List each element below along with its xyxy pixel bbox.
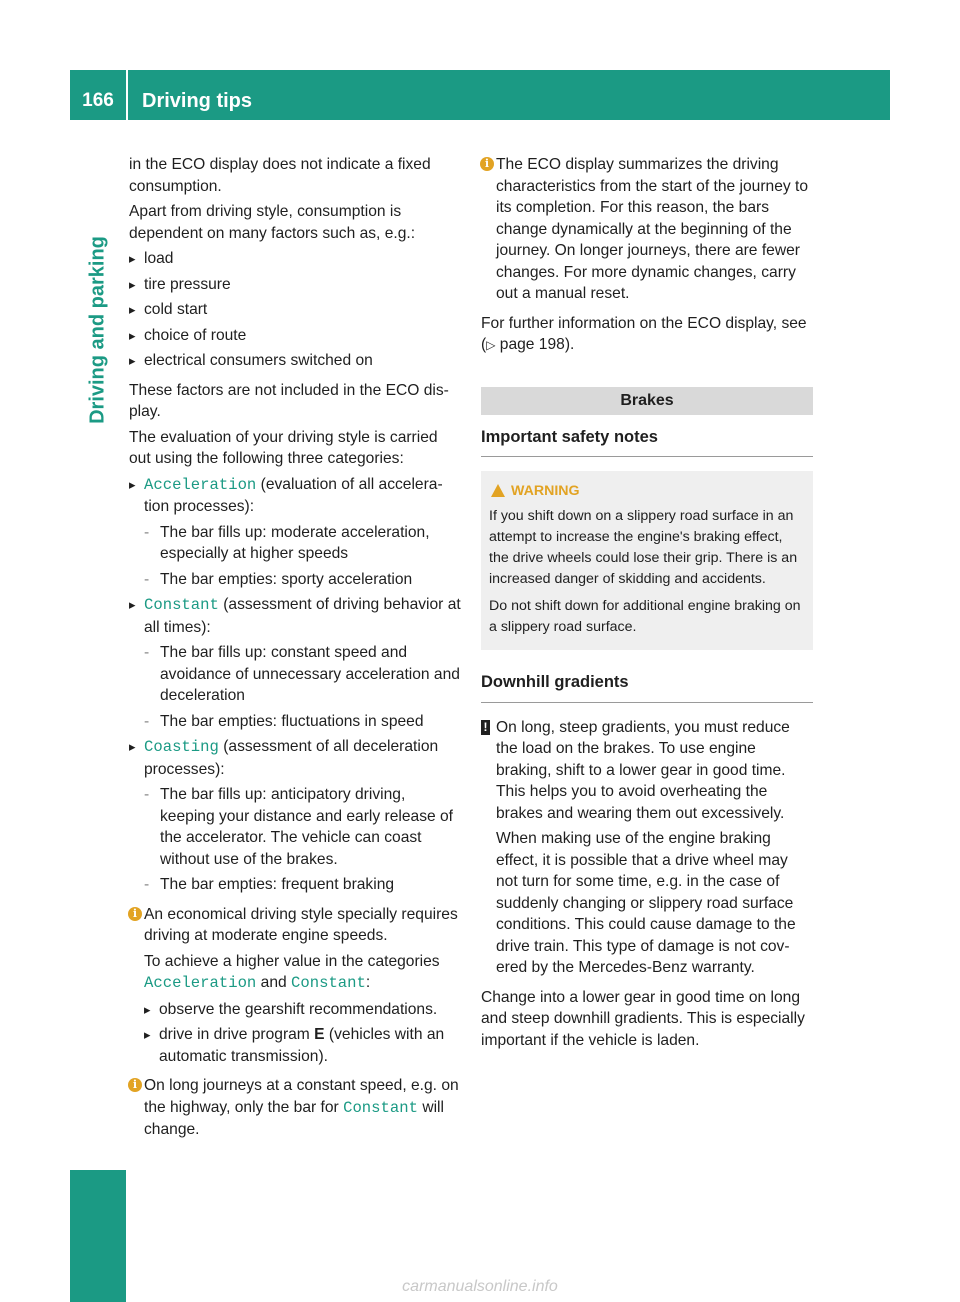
info-note xyxy=(481,154,813,305)
sub-item: - The bar empties: sporty acceleration xyxy=(144,569,461,591)
paragraph: These factors are not included in the ECO display. xyxy=(129,381,449,420)
category-term: Constant xyxy=(291,974,366,992)
paragraph: The evaluation of your driving style is carried out using the following three categories: xyxy=(129,428,438,467)
warning-title xyxy=(489,481,805,502)
category-term: Coasting xyxy=(144,738,219,756)
reference-arrow-icon: ▷ xyxy=(486,338,496,352)
list-item: ▸ observe the gearshift recommendations. xyxy=(144,999,461,1021)
note-text-suffix: : xyxy=(365,974,371,991)
category-desc: (assessment of all deceleration processes): xyxy=(144,738,439,778)
header-divider xyxy=(126,70,128,120)
list-item: ▸ load xyxy=(129,248,461,270)
warning-triangle-icon xyxy=(491,484,505,497)
warning-text: Do not shift down for additional engine braking on a slippery road surface. xyxy=(489,598,801,635)
list-item xyxy=(144,1024,461,1067)
note-text-suffix: will change. xyxy=(144,1098,444,1138)
side-tab-title: Driving and parking xyxy=(86,236,109,424)
list-item: ▸ cold start xyxy=(129,299,461,321)
paragraph xyxy=(481,313,813,357)
drive-program-letter: E xyxy=(314,1026,325,1043)
sub-list xyxy=(144,642,461,732)
page-reference[interactable]: page 198). xyxy=(499,336,575,353)
warning-box xyxy=(481,471,813,650)
sub-item: - The bar fills up: anticipatory driving, keeping your distance and early release of the accelerator. The vehicle can coast without use of the brakes. xyxy=(144,784,461,870)
subheading: Downhill gradients xyxy=(481,672,813,703)
list-item-prefix: drive in drive program xyxy=(159,1026,310,1043)
right-column xyxy=(481,154,813,1059)
left-column xyxy=(129,154,461,1149)
warning-label: WARNING xyxy=(511,483,580,499)
note-text-prefix: On long journeys at a constant speed, e.g. on the highway, only the bar for xyxy=(144,1077,459,1116)
sub-item: - The bar empties: frequent braking xyxy=(144,874,461,896)
section-banner: Brakes xyxy=(481,387,813,415)
warning-text: If you shift down on a slippery road surface in an attempt to increase the engine's braking effect, the drive wheels could lose their grip. There is an increased danger of skidding and accidents. xyxy=(489,508,798,587)
info-icon: i xyxy=(128,907,142,921)
note-text xyxy=(144,1075,461,1141)
category-term: Acceleration xyxy=(144,475,257,494)
page-number: 166 xyxy=(82,90,114,111)
paragraph: Change into a lower gear in good time on long and steep downhill gradients. This is especially important if the vehicle is laden. xyxy=(481,988,805,1049)
category-item xyxy=(129,736,461,896)
further-info-text: For further information on the ECO display, see ( xyxy=(481,314,807,353)
factor-list xyxy=(129,248,461,372)
caution-note xyxy=(481,717,813,979)
paragraph: Apart from driving style, consumption is dependent on many factors such as, e.g.: xyxy=(129,203,416,242)
exclamation-icon: ! xyxy=(481,720,490,735)
info-icon: i xyxy=(128,1078,142,1092)
list-item: ▸ electrical consumers switched on xyxy=(129,350,461,372)
note-text: On long, steep gradients, you must reduce the load on the brakes. To use engine braking, shift to a lower gear in good time. This helps you to avoid overheating the brakes and wearing them out excessively. xyxy=(496,718,790,822)
sub-item: - The bar empties: fluctuations in speed xyxy=(144,711,461,733)
note-list xyxy=(144,999,461,1068)
info-note xyxy=(129,904,461,1068)
note-text: The ECO display summarizes the driving characteristics from the start of the journey to its completion. For this reason, the bars change dynamically at the beginning of the journey. On longer journeys, there are fewer changes. For more dynamic changes, carry out a manual reset. xyxy=(496,156,809,302)
category-term: Constant xyxy=(343,1098,418,1117)
note-text-prefix: To achieve a higher value in the categories xyxy=(144,952,440,970)
info-icon: i xyxy=(480,157,494,171)
category-item xyxy=(129,474,461,591)
category-desc: (assessment of driving behavior at all times): xyxy=(144,596,461,636)
category-term: Acceleration xyxy=(144,974,257,992)
info-note xyxy=(129,1075,461,1141)
sub-list xyxy=(144,522,461,591)
note-text-and: and xyxy=(260,974,287,991)
category-list xyxy=(129,474,461,896)
category-desc: (evaluation of all acceleration processes): xyxy=(144,475,443,515)
category-item xyxy=(129,594,461,732)
sub-item: - The bar fills up: moderate acceleration, especially at higher speeds xyxy=(144,522,461,565)
note-text xyxy=(144,951,461,995)
category-term: Constant xyxy=(144,596,219,614)
list-item-suffix: (vehicles with an automatic transmission). xyxy=(159,1026,445,1065)
chapter-title: Driving tips xyxy=(142,90,253,112)
paragraph: in the ECO display does not indicate a fixed consumption. xyxy=(129,156,431,195)
sub-item: - The bar fills up: constant speed and avoidance of unnecessary acceleration and deceleration xyxy=(144,642,461,707)
list-item: ▸ choice of route xyxy=(129,325,461,347)
watermark: carmanualsonline.info xyxy=(402,1278,558,1295)
sub-list xyxy=(144,784,461,896)
note-text: When making use of the engine braking effect, it is possible that a drive wheel may not turn for some time, e.g. in the case of suddenly changing or slippery road surface conditions. This could cause damage to the drive train. This type of damage is not covered by the Mercedes-Benz warranty. xyxy=(496,830,796,976)
subheading: Important safety notes xyxy=(481,427,813,458)
note-text: An economical driving style specially requires driving at moderate engine speeds. xyxy=(144,905,458,944)
list-item: ▸ tire pressure xyxy=(129,274,461,296)
